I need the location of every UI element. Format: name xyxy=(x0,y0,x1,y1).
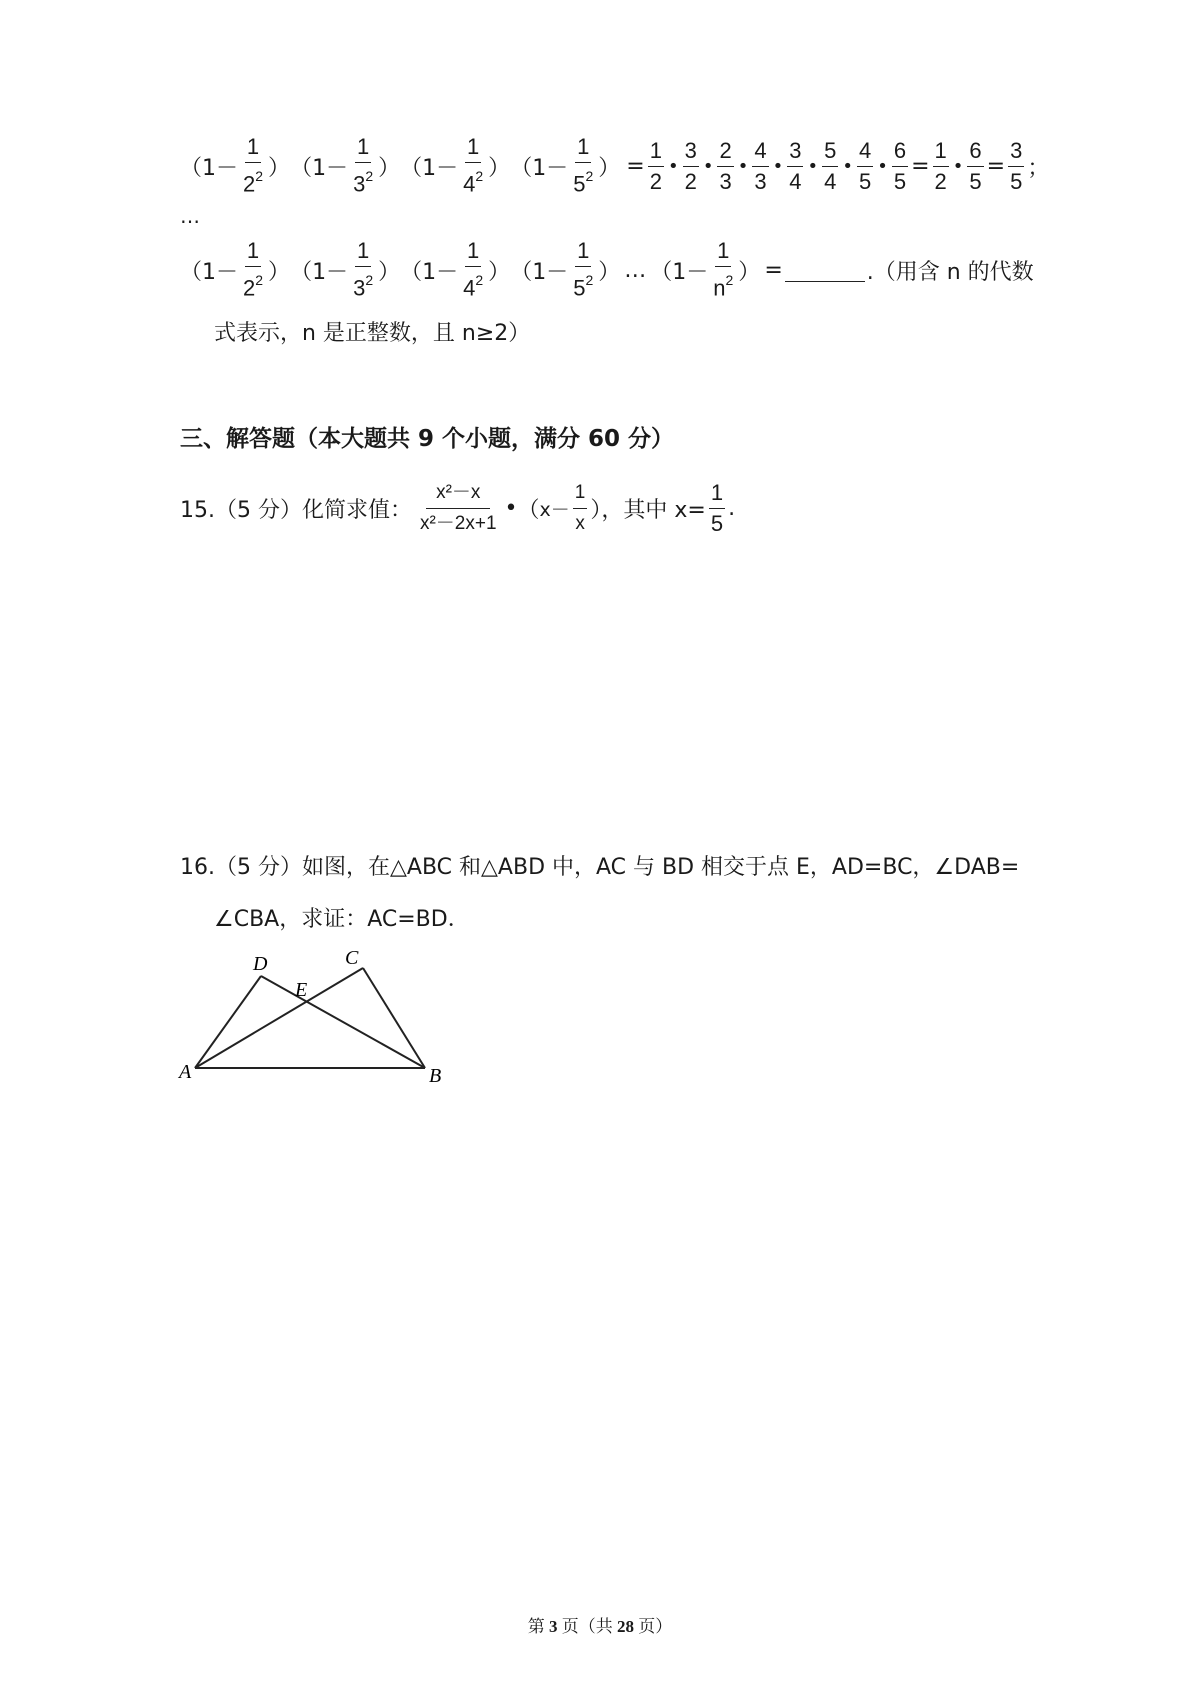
ellipsis: … xyxy=(180,204,200,228)
den-exp: 2 xyxy=(585,168,594,185)
fraction xyxy=(461,134,485,197)
numerator: 6 xyxy=(892,138,908,167)
denominator: 3 xyxy=(719,168,732,194)
denominator xyxy=(711,267,735,301)
denominator: 5 xyxy=(969,168,982,194)
fraction xyxy=(571,238,595,301)
factor-open: （1－ xyxy=(510,155,569,181)
denominator: 2 xyxy=(649,168,662,194)
fraction xyxy=(241,134,265,197)
denominator: 5 xyxy=(893,168,907,194)
denominator: 2 xyxy=(684,168,697,194)
dot-operator: • xyxy=(807,155,819,177)
equals-sign: = xyxy=(764,257,783,283)
dot-operator: • xyxy=(877,155,888,177)
den-exp: 2 xyxy=(365,168,374,185)
factor-open: （1－ xyxy=(290,259,349,285)
segment-ad xyxy=(195,976,261,1068)
fraction xyxy=(351,134,375,197)
factor-open: （1－ xyxy=(510,259,569,285)
numerator: 1 xyxy=(648,138,664,167)
factor-1 xyxy=(180,134,290,197)
factor-1 xyxy=(180,238,290,301)
numerator: 1 xyxy=(355,134,371,163)
numerator: 1 xyxy=(575,238,591,267)
ellipsis: … xyxy=(624,257,647,283)
den-base: 2 xyxy=(243,275,256,301)
fraction xyxy=(648,138,664,195)
fraction xyxy=(892,138,908,195)
denominator xyxy=(571,163,595,197)
numerator: 5 xyxy=(822,138,838,167)
factor-4 xyxy=(510,238,620,301)
factor-open: （1－ xyxy=(650,259,709,285)
den-exp: 2 xyxy=(475,168,484,185)
denominator: 2 xyxy=(934,168,947,194)
den-exp: 2 xyxy=(255,272,264,289)
answer-blank[interactable] xyxy=(785,259,865,282)
denominator: 3 xyxy=(754,168,767,194)
label-b: B xyxy=(429,1065,442,1087)
question-prefix: 15.（5 分）化简求值： xyxy=(180,497,412,523)
den-exp: 2 xyxy=(255,168,264,185)
fraction xyxy=(967,138,983,195)
factor-close: ） xyxy=(378,155,401,181)
den-base: 5 xyxy=(573,171,586,197)
den-base: 5 xyxy=(573,275,586,301)
den-base: 4 xyxy=(463,171,476,197)
denominator: 4 xyxy=(824,168,837,194)
label-e: E xyxy=(295,979,308,1001)
period: . xyxy=(728,495,736,521)
geometry-figure xyxy=(175,940,465,1090)
numerator: 1 xyxy=(575,134,591,163)
factor-open: （1－ xyxy=(180,259,238,285)
fraction xyxy=(241,238,265,301)
factor-close: ） xyxy=(488,155,511,181)
dot-operator: • xyxy=(952,155,964,177)
numerator: 1 xyxy=(715,238,731,267)
dot-operator: • xyxy=(737,155,749,177)
inner-fraction xyxy=(573,480,588,537)
fraction xyxy=(752,138,768,195)
denominator: 5 xyxy=(710,510,724,536)
value-fraction xyxy=(709,480,725,537)
numerator: 6 xyxy=(967,138,983,167)
footer-post: 页） xyxy=(638,1617,673,1636)
fraction xyxy=(571,134,595,197)
den-base: 4 xyxy=(463,275,476,301)
factor-2 xyxy=(290,134,400,197)
segment-db xyxy=(261,976,425,1068)
numerator: 4 xyxy=(752,138,768,167)
dot-operator: • xyxy=(772,155,784,177)
factor-2 xyxy=(290,238,400,301)
product-chain xyxy=(645,138,1050,195)
factor-3 xyxy=(400,134,510,197)
numerator: 1 xyxy=(245,134,261,163)
numerator: 1 xyxy=(709,480,725,509)
factor-close: ） xyxy=(488,259,511,285)
factor-close: ） xyxy=(738,259,761,285)
equals-sign: = xyxy=(986,153,1006,179)
denominator xyxy=(351,163,375,197)
denominator xyxy=(461,267,485,301)
numerator: 2 xyxy=(717,138,733,167)
fraction xyxy=(717,138,733,195)
denominator: 5 xyxy=(1010,168,1023,194)
numerator: 3 xyxy=(683,138,699,167)
den-base: 3 xyxy=(353,171,366,197)
fraction xyxy=(461,238,485,301)
section-title: 三、解答题（本大题共 9 个小题，满分 60 分） xyxy=(180,426,675,452)
numerator: 1 xyxy=(465,134,481,163)
fraction xyxy=(857,138,873,195)
numerator: 1 xyxy=(465,238,481,267)
numerator: x²－x xyxy=(426,480,490,509)
paren-open: （ xyxy=(517,497,540,523)
numerator: 1 xyxy=(573,480,588,509)
numerator: 4 xyxy=(857,138,873,167)
denominator xyxy=(241,163,265,197)
fraction xyxy=(683,138,699,195)
denominator: 5 xyxy=(858,168,872,194)
formula-line-1 xyxy=(180,136,1049,196)
factor-close: ） xyxy=(598,259,621,285)
fraction xyxy=(822,138,838,195)
page-number: 3 xyxy=(549,1617,558,1636)
denominator: x xyxy=(575,512,585,534)
question-16-line-1: 16.（5 分）如图，在△ABC 和△ABD 中，AC 与 BD 相交于点 E，AD=BC，∠DAB= xyxy=(180,855,1020,880)
main-fraction xyxy=(418,480,499,537)
denominator xyxy=(351,267,375,301)
label-c: C xyxy=(345,947,359,969)
numerator: 3 xyxy=(1008,138,1024,167)
fraction xyxy=(351,238,375,301)
numerator: 1 xyxy=(933,138,949,167)
semicolon: ； xyxy=(1027,155,1050,181)
question-15 xyxy=(180,468,735,548)
condition-text: ），其中 x= xyxy=(590,497,706,523)
numerator: 1 xyxy=(355,238,371,267)
factor-n xyxy=(650,238,760,301)
factor-open: （1－ xyxy=(180,155,238,181)
page-footer xyxy=(0,1612,1200,1637)
label-d: D xyxy=(253,953,268,975)
factor-open: （1－ xyxy=(290,155,349,181)
denominator: 4 xyxy=(789,168,802,194)
factor-3 xyxy=(400,238,510,301)
den-exp: 2 xyxy=(585,272,594,289)
x-term: x－ xyxy=(539,498,570,521)
factor-close: ） xyxy=(378,259,401,285)
den-base: n xyxy=(713,275,726,301)
den-exp: 2 xyxy=(725,272,734,289)
denominator: x²－2x+1 xyxy=(419,512,497,534)
factor-open: （1－ xyxy=(400,259,459,285)
formula-line-2 xyxy=(180,240,1034,300)
segment-cb xyxy=(363,968,425,1068)
numerator: 3 xyxy=(787,138,803,167)
factor-close: ） xyxy=(268,155,291,181)
den-exp: 2 xyxy=(365,272,374,289)
instruction-continuation: 式表示，n 是正整数，且 n≥2） xyxy=(214,321,531,346)
instruction-text: .（用含 n 的代数 xyxy=(866,259,1034,285)
fraction xyxy=(711,238,735,301)
dot-operator: • xyxy=(702,155,714,177)
total-pages: 28 xyxy=(617,1617,634,1636)
footer-mid: 页（共 xyxy=(561,1617,613,1636)
factor-close: ） xyxy=(598,155,621,181)
denominator xyxy=(461,163,485,197)
equals-sign: = xyxy=(911,153,930,179)
den-exp: 2 xyxy=(475,272,484,289)
numerator: 1 xyxy=(245,238,261,267)
footer-pre: 第 xyxy=(527,1617,545,1636)
equals-sign: = xyxy=(626,153,645,179)
factor-close: ） xyxy=(268,259,291,285)
dot-operator: • xyxy=(504,495,518,521)
question-16-line-2: ∠CBA，求证：AC=BD． xyxy=(214,907,470,932)
denominator xyxy=(571,267,595,301)
label-a: A xyxy=(179,1061,192,1083)
dot-operator: • xyxy=(842,155,853,177)
fraction xyxy=(1008,138,1024,195)
den-base: 2 xyxy=(243,171,256,197)
factor-open: （1－ xyxy=(400,155,459,181)
den-base: 3 xyxy=(353,275,366,301)
denominator xyxy=(241,267,265,301)
fraction xyxy=(933,138,949,195)
fraction xyxy=(787,138,803,195)
factor-4 xyxy=(510,134,620,197)
dot-operator: • xyxy=(667,155,679,177)
